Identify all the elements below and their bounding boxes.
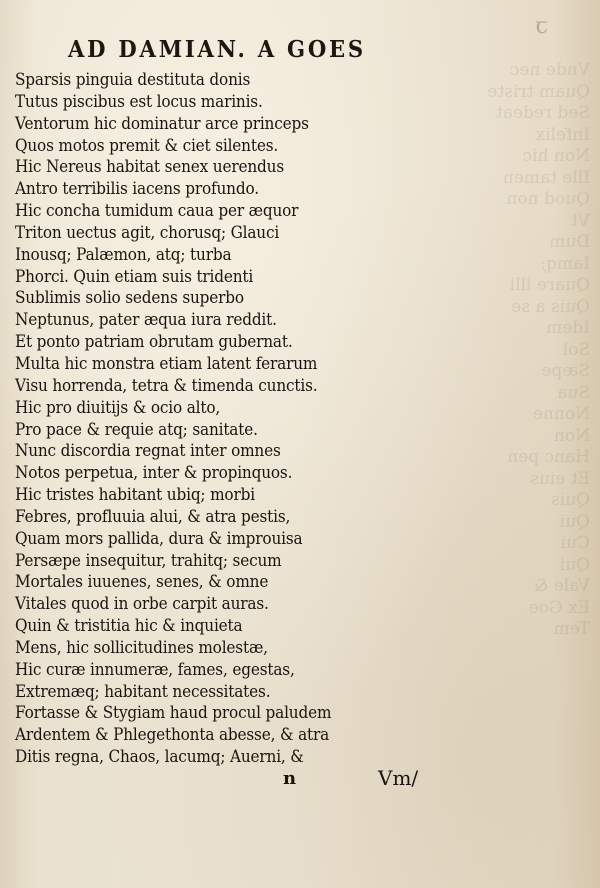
verse-line: Sublimis solio sedens superbo <box>15 288 244 309</box>
show-through-text: Vnde nec Quam triste Sed redeat Infelix Non hic Ille tamen Quod non Vt Dum Iamq; Quare illi Quis a se Idem Sol Sæpe Sua Nonne Non Hanc pen Et eius Quis Qui Cui Qui Vale & Ex Goe Tem <box>487 60 590 639</box>
verse-line: Quos motos premit & ciet silentes. <box>15 135 279 156</box>
verse-line: Ditis regna, Chaos, lacumq; Auerni, & <box>15 747 304 768</box>
verse-line: Hic concha tumidum caua per æquor <box>15 201 299 222</box>
verse-line: Hic pro diuitijs & ocio alto, <box>15 397 221 418</box>
poem-text <box>15 70 385 769</box>
verse-line: Vitales quod in orbe carpit auras. <box>15 594 269 615</box>
verse-line: Neptunus, pater æqua iura reddit. <box>15 310 277 331</box>
verse-line: Mortales iuuenes, senes, & omne <box>15 572 269 593</box>
verse-line: Mens, hic sollicitudines molestæ, <box>15 637 268 658</box>
verse-line: Febres, profluuia alui, & atra pestis, <box>15 506 291 527</box>
verse-line: Triton uectus agit, chorusq; Glauci <box>15 222 280 243</box>
verse-line: Quam mors pallida, dura & improuisa <box>15 528 303 549</box>
verse-line: Persæpe insequitur, trahitq; secum <box>15 550 282 571</box>
verse-line: Ardentem & Phlegethonta abesse, & atra <box>15 725 330 746</box>
verse-line: Multa hic monstra etiam latent ferarum <box>15 353 318 374</box>
verse-line: Sparsis pinguia destituta donis <box>15 70 251 90</box>
verse-line: Hic Nereus habitat senex uerendus <box>15 157 285 178</box>
verse-line: Extremæq; habitant necessitates. <box>15 681 271 702</box>
corner-mark: ꞇ <box>535 14 548 39</box>
verse-line: Inousq; Palæmon, atq; turba <box>15 244 232 265</box>
verse-line: Antro terribilis iacens profundo. <box>15 179 259 200</box>
signature-mark: n <box>283 768 297 789</box>
running-title: AD DAMIAN. A GOES <box>68 36 366 63</box>
verse-line: Phorci. Quin etiam suis tridenti <box>15 266 254 287</box>
verse-line: Fortasse & Stygiam haud procul paludem <box>15 703 332 724</box>
verse-line: Hic curæ innumeræ, fames, egestas, <box>15 659 295 680</box>
verse-line: Et ponto patriam obrutam gubernat. <box>15 332 293 353</box>
verse-line: Visu horrenda, tetra & timenda cunctis. <box>15 375 318 396</box>
verse-line: Pro pace & requie atq; sanitate. <box>15 419 258 440</box>
verse-line: Notos perpetua, inter & propinquos. <box>15 463 293 484</box>
verse-line: Ventorum hic dominatur arce princeps <box>15 113 309 134</box>
verse-line: Hic tristes habitant ubiq; morbi <box>15 485 255 506</box>
catchword: Vm/ <box>378 766 419 790</box>
verse-line: Quin & tristitia hic & inquieta <box>15 616 243 637</box>
verse-line: Nunc discordia regnat inter omnes <box>15 441 281 462</box>
verse-line: Tutus piscibus est locus marinis. <box>15 91 263 112</box>
